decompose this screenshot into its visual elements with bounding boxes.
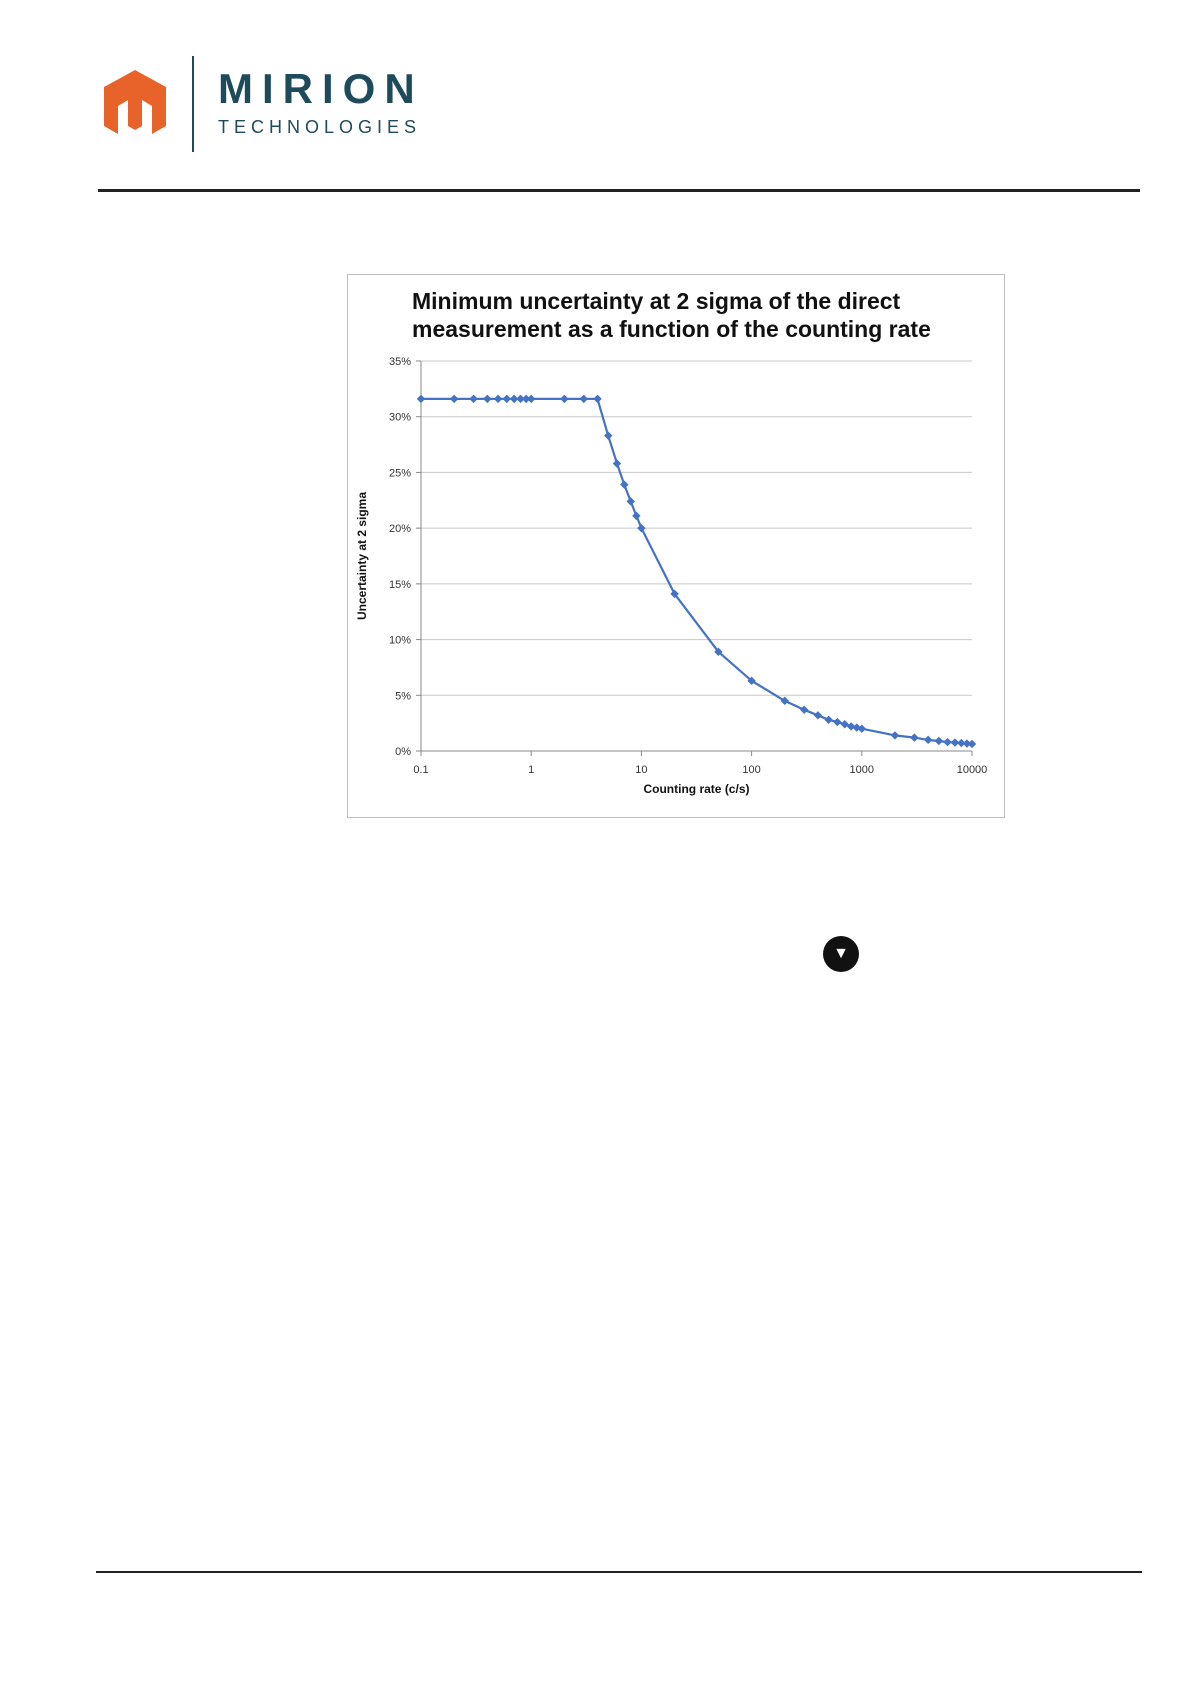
mirion-hexagon-icon xyxy=(102,68,168,142)
y-tick-label: 30% xyxy=(388,411,411,424)
data-point-marker xyxy=(494,395,502,403)
data-point-marker xyxy=(450,395,458,403)
y-tick-label: 10% xyxy=(388,634,411,647)
y-tick-label: 20% xyxy=(388,523,411,536)
x-axis-label: Counting rate (c/s) xyxy=(643,782,750,796)
mirion-logo xyxy=(100,56,430,156)
data-point-marker xyxy=(503,395,511,403)
data-point-marker xyxy=(593,395,601,403)
data-point-marker xyxy=(632,512,640,520)
chart-title-line-2: measurement as a function of the counting rate xyxy=(412,316,931,342)
data-point-marker xyxy=(814,711,822,719)
uncertainty-chart xyxy=(348,275,1004,817)
chart-title-line-1: Minimum uncertainty at 2 sigma of the direct xyxy=(412,288,901,314)
data-point-marker xyxy=(924,736,932,744)
footer-rule xyxy=(96,1571,1142,1573)
data-point-marker xyxy=(910,733,918,741)
y-tick-label: 15% xyxy=(388,578,411,591)
data-point-marker xyxy=(483,395,491,403)
data-point-marker xyxy=(604,431,612,439)
x-tick-label: 10 xyxy=(635,764,648,776)
data-point-marker xyxy=(469,395,477,403)
data-point-marker xyxy=(527,395,535,403)
y-tick-label: 25% xyxy=(388,467,411,480)
data-point-marker xyxy=(943,738,951,746)
data-point-marker xyxy=(560,395,568,403)
logo-divider xyxy=(192,56,194,152)
scroll-down-button[interactable]: ▼ xyxy=(823,936,859,972)
data-point-marker xyxy=(824,716,832,724)
data-point-marker xyxy=(891,731,899,739)
y-tick-label: 0% xyxy=(395,746,411,758)
logo-wordmark: MIRION xyxy=(218,65,424,112)
y-axis-label: Uncertainty at 2 sigma xyxy=(355,491,369,621)
data-point-marker xyxy=(620,480,628,488)
x-tick-label: 0.1 xyxy=(413,764,429,776)
x-tick-label: 1000 xyxy=(849,764,875,776)
data-point-marker xyxy=(627,497,635,505)
data-point-marker xyxy=(417,395,425,403)
logo-subtitle: TECHNOLOGIES xyxy=(218,117,422,137)
data-point-marker xyxy=(935,737,943,745)
data-point-marker xyxy=(580,395,588,403)
logo-hexagon-shape xyxy=(104,70,166,134)
data-point-marker xyxy=(637,524,645,532)
x-tick-label: 1 xyxy=(528,764,535,776)
data-point-marker xyxy=(833,718,841,726)
data-point-marker xyxy=(613,459,621,467)
x-tick-label: 10000 xyxy=(956,764,988,776)
data-point-marker xyxy=(968,740,976,748)
y-tick-label: 5% xyxy=(395,690,411,703)
data-point-marker xyxy=(800,706,808,714)
header-rule xyxy=(98,189,1140,192)
chart-frame xyxy=(347,274,1005,818)
series-line xyxy=(421,399,972,744)
x-tick-label: 100 xyxy=(742,764,761,776)
y-tick-label: 35% xyxy=(388,356,411,368)
